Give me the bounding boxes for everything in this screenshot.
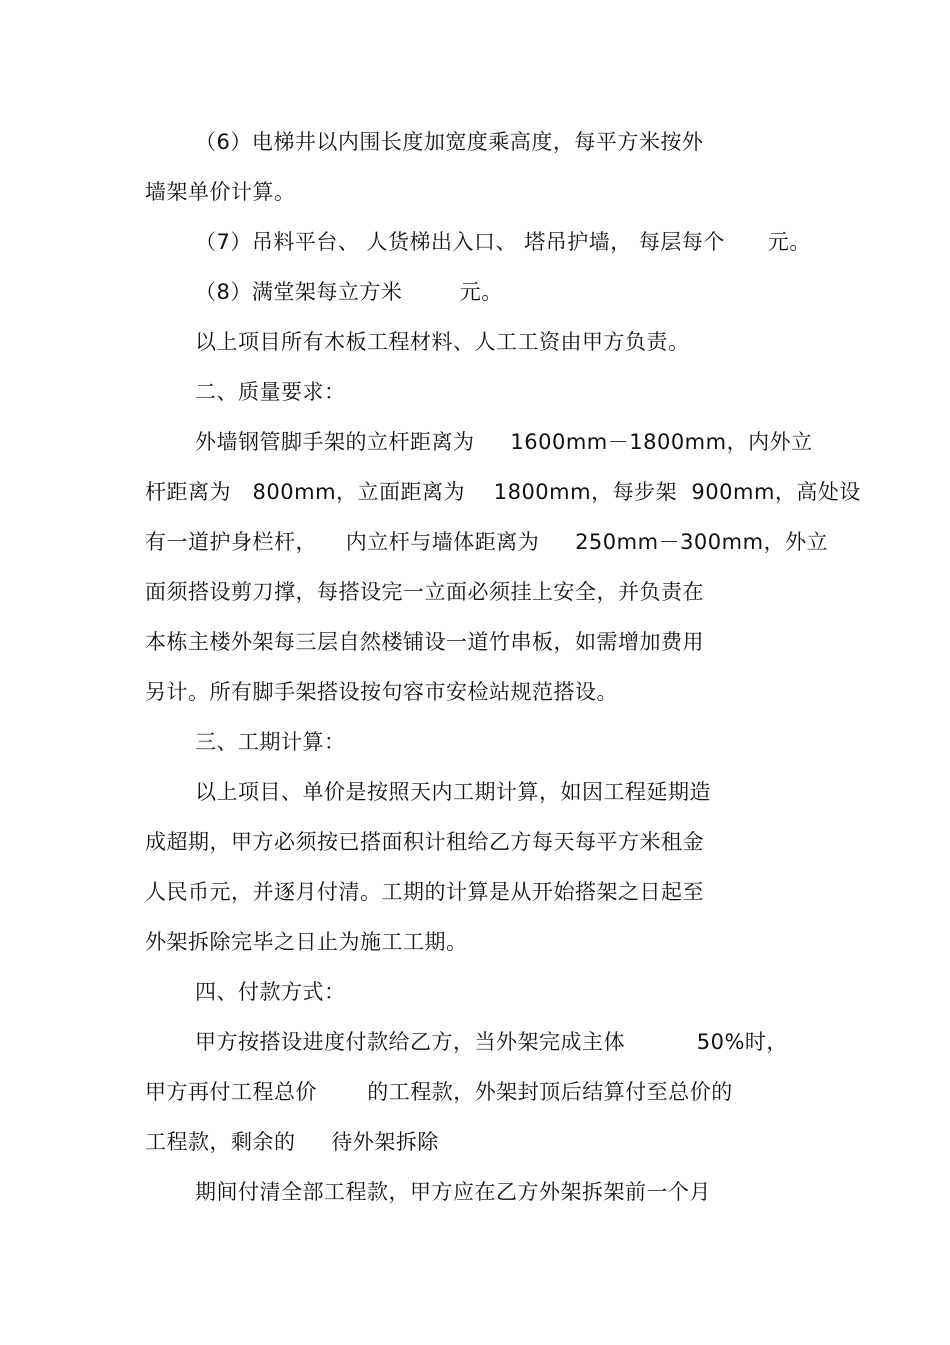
text-line: 面须搭设剪刀撑，每搭设完一立面必须挂上安全，并负责在	[145, 580, 704, 604]
text-line: （7）吊料平台、 人货梯出入口、 塔吊护墙， 每层每个 元。	[195, 230, 811, 254]
text-line: 墙架单价计算。	[145, 180, 296, 204]
text-line: （8）满堂架每立方米 元。	[195, 280, 503, 304]
text-line: 有一道护身栏杆， 内立杆与墙体距离为 250mm－300mm，外立	[145, 530, 829, 554]
section-heading: 四、付款方式：	[195, 980, 346, 1004]
text-line: 工程款，剩余的 待外架拆除	[145, 1130, 439, 1154]
text-line: 成超期，甲方必须按已搭面积计租给乙方每天每平方米租金	[145, 830, 704, 854]
text-line: 以上项目、单价是按照天内工期计算，如因工程延期造	[195, 780, 711, 804]
text-line: 另计。所有脚手架搭设按句容市安检站规范搭设。	[145, 680, 618, 704]
text-line: 本栋主楼外架每三层自然楼铺设一道竹串板，如需增加费用	[145, 630, 704, 654]
section-heading: 二、质量要求：	[195, 380, 346, 404]
text-line: 甲方再付工程总价 的工程款，外架封顶后结算付至总价的	[145, 1080, 733, 1104]
text-line: 甲方按搭设进度付款给乙方，当外架完成主体 50%时，	[195, 1030, 788, 1054]
text-line: 人民币元，并逐月付清。工期的计算是从开始搭架之日起至	[145, 880, 704, 904]
text-line: 外墙钢管脚手架的立杆距离为 1600mm－1800mm，内外立	[195, 430, 813, 454]
text-line: （6）电梯井以内围长度加宽度乘高度，每平方米按外	[195, 130, 704, 154]
text-line: 杆距离为 800mm，立面距离为 1800mm，每步架 900mm，高处设	[145, 480, 861, 504]
section-heading: 三、工期计算：	[195, 730, 346, 754]
text-line: 以上项目所有木板工程材料、人工工资由甲方负责。	[195, 330, 690, 354]
text-line: 期间付清全部工程款，甲方应在乙方外架拆架前一个月	[195, 1180, 711, 1204]
text-line: 外架拆除完毕之日止为施工工期。	[145, 930, 468, 954]
